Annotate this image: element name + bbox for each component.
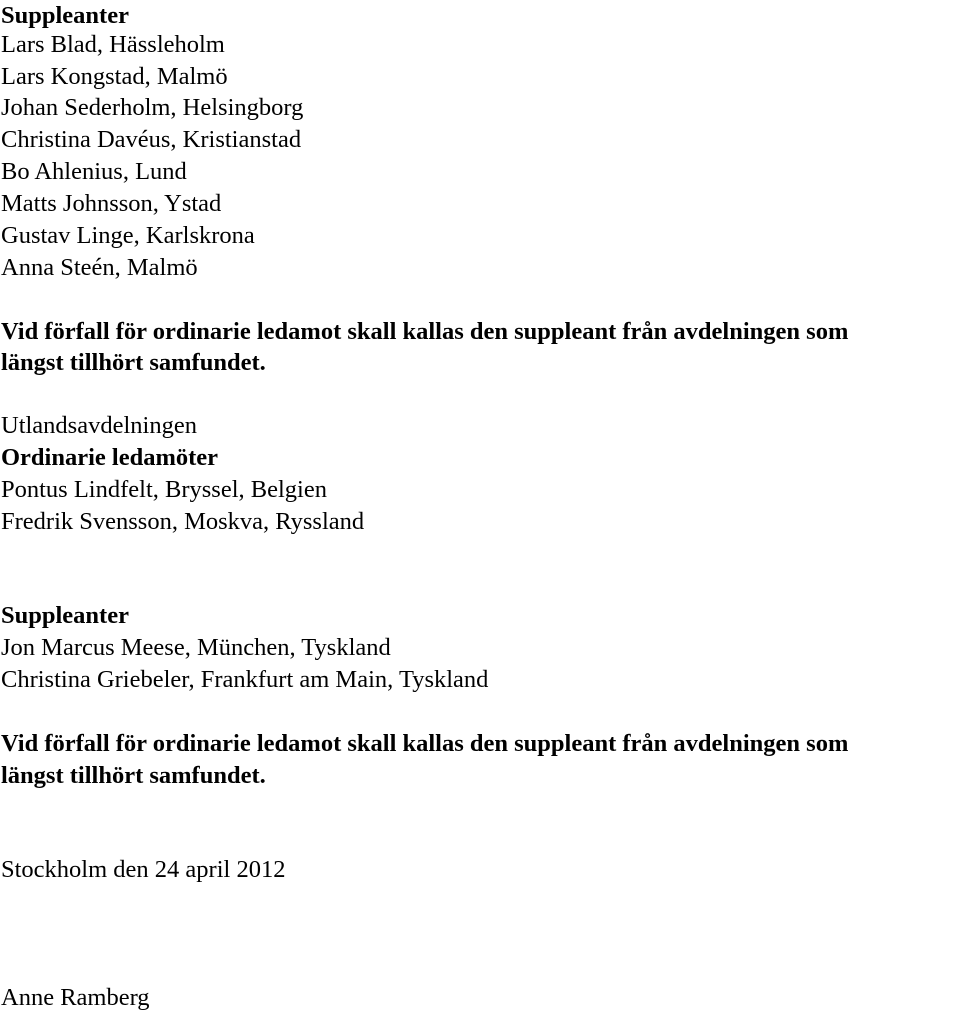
- suppleant-name: Gustav Linge, Karlskrona: [1, 222, 255, 249]
- place-date: Stockholm den 24 april 2012: [1, 856, 286, 883]
- suppleant-name: Christina Davéus, Kristianstad: [1, 126, 302, 153]
- ordinarie-name: Fredrik Svensson, Moskva, Ryssland: [1, 508, 365, 535]
- utland-notice-line: Vid förfall för ordinarie ledamot skall kallas den suppleant från avdelningen som: [1, 730, 849, 757]
- suppleanter-heading: Suppleanter: [1, 2, 129, 29]
- suppleant-name: Lars Kongstad, Malmö: [1, 63, 228, 90]
- document-page: [1, 0, 959, 1015]
- utland-suppleanter-heading: Suppleanter: [1, 602, 129, 629]
- ordinarie-name: Pontus Lindfelt, Bryssel, Belgien: [1, 476, 327, 503]
- suppleant-name: Anna Steén, Malmö: [1, 254, 198, 281]
- suppleant-name: Johan Sederholm, Helsingborg: [1, 94, 304, 121]
- ordinarie-heading: Ordinarie ledamöter: [1, 444, 219, 471]
- signature-name: Anne Ramberg: [1, 984, 150, 1011]
- substitute-notice-line: längst tillhört samfundet.: [1, 349, 266, 376]
- utland-suppleant-name: Jon Marcus Meese, München, Tyskland: [1, 634, 391, 661]
- suppleant-name: Bo Ahlenius, Lund: [1, 158, 187, 185]
- substitute-notice-line: Vid förfall för ordinarie ledamot skall kallas den suppleant från avdelningen som: [1, 318, 849, 345]
- utland-suppleant-name: Christina Griebeler, Frankfurt am Main, Tyskland: [1, 666, 489, 693]
- utland-heading: Utlandsavdelningen: [1, 412, 197, 439]
- suppleant-name: Lars Blad, Hässleholm: [1, 31, 225, 58]
- suppleant-name: Matts Johnsson, Ystad: [1, 190, 222, 217]
- utland-notice-line: längst tillhört samfundet.: [1, 762, 266, 789]
